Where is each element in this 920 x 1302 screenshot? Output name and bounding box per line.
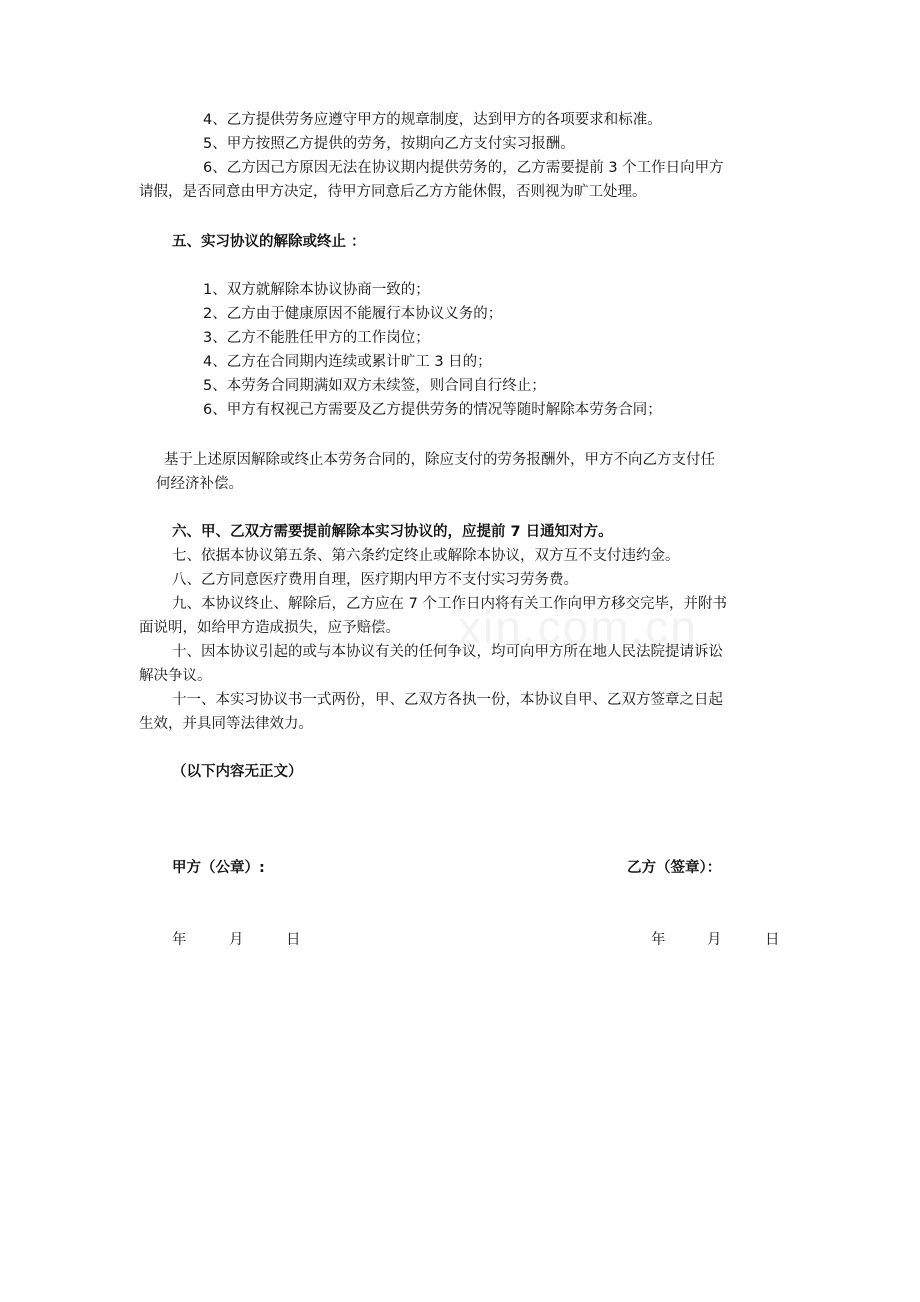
duty-item-5: 5、甲方按照乙方提供的劳务，按期向乙方支付实习报酬。: [203, 136, 575, 152]
party-b-seal-label: 乙方（签章）：: [627, 860, 722, 876]
party-a-date-day: 日: [286, 932, 301, 948]
clause-ten-cont: 解决争议。: [139, 668, 212, 684]
party-b-date-year: 年: [651, 932, 666, 948]
section5-note-cont: 何经济补偿。: [156, 476, 243, 492]
party-a-seal-label: 甲方（公章）:: [172, 860, 265, 876]
clause-nine: 九、本协议终止、解除后，乙方应在 7 个工作日内将有关工作向甲方移交完毕，并附书: [172, 596, 727, 612]
section5-title: 五、实习协议的解除或终止 ：: [172, 234, 366, 250]
section5-item: 3、乙方不能胜任甲方的工作岗位；: [203, 330, 430, 346]
clause-eleven-cont: 生效，并具同等法律效力。: [139, 716, 313, 732]
clause-seven: 七、依据本协议第五条、第六条约定终止或解除本协议，双方互不支付违约金。: [172, 548, 680, 564]
clause-ten: 十、因本协议引起的或与本协议有关的任何争议，均可向甲方所在地人民法院提请诉讼: [172, 644, 723, 660]
end-note: （以下内容无正文）: [172, 764, 303, 780]
duty-item-6-cont: 请假，是否同意由甲方决定，待甲方同意后乙方方能休假，否则视为旷工处理。: [139, 184, 647, 200]
duty-item-6: 6、乙方因己方原因无法在协议期内提供劳务的，乙方需要提前 3 个工作日向甲方: [203, 160, 724, 176]
clause-eight: 八、乙方同意医疗费用自理，医疗期内甲方不支付实习劳务费。: [172, 572, 578, 588]
section5-item: 1、双方就解除本协议协商一致的；: [203, 282, 430, 298]
party-b-date-day: 日: [765, 932, 780, 948]
section5-item: 2、乙方由于健康原因不能履行本协议义务的；: [203, 306, 503, 322]
watermark: xin.com.cn: [458, 601, 698, 653]
clause-nine-cont: 面说明，如给甲方造成损失，应予赔偿。: [139, 620, 400, 636]
clause-eleven: 十一、本实习协议书一式两份，甲、乙双方各执一份，本协议自甲、乙双方签章之日起: [172, 692, 723, 708]
section5-item: 5、本劳务合同期满如双方未续签，则合同自行终止；: [203, 378, 546, 394]
party-b-date-month: 月: [707, 932, 722, 948]
clause-six: 六、甲、乙双方需要提前解除本实习协议的，应提前 7 日通知对方。: [172, 524, 613, 540]
party-a-date-month: 月: [229, 932, 244, 948]
duty-item-4: 4、乙方提供劳务应遵守甲方的规章制度，达到甲方的各项要求和标准。: [203, 112, 662, 128]
section5-note: 基于上述原因解除或终止本劳务合同的，除应支付的劳务报酬外，甲方不向乙方支付任: [164, 452, 715, 468]
party-a-date-year: 年: [172, 932, 187, 948]
section5-item: 4、乙方在合同期内连续或累计旷工 3 日的；: [203, 354, 492, 370]
section5-item: 6、甲方有权视己方需要及乙方提供劳务的情况等随时解除本劳务合同；: [203, 402, 662, 418]
